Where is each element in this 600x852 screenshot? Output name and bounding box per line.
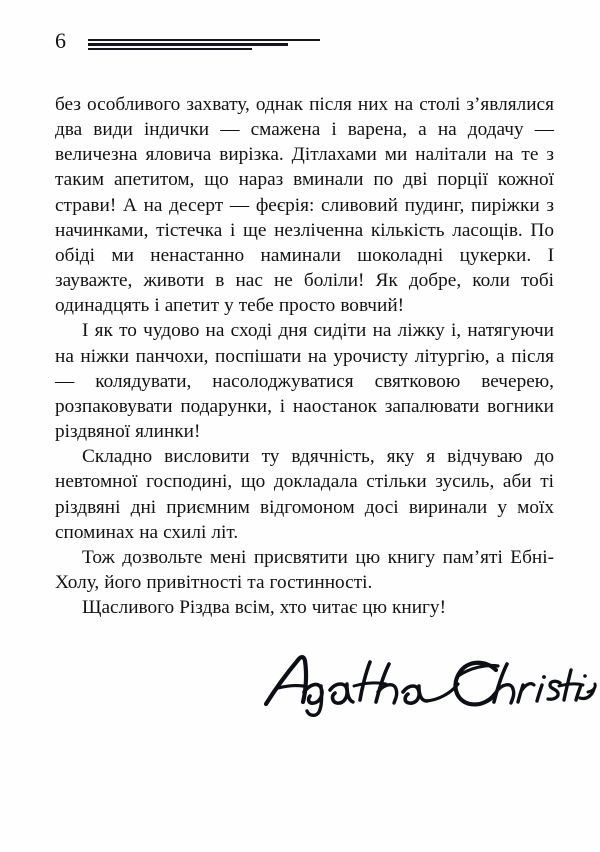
paragraph-3: Складно висловити ту вдячність, яку я відчуваю до невтомної господині, що докладала стільки зусиль, аби ті різдвяні дні приємним відгомоном досі виринали у моїх споминах на схилі літ. [55, 446, 554, 543]
page-body [55, 92, 554, 620]
author-signature [258, 648, 598, 718]
decorative-rule-line-1 [88, 39, 320, 41]
page-number: 6 [55, 28, 66, 53]
paragraph-2: І як то чудово на сході дня сидіти на ліжку і, натягуючи на ніжки панчохи, поспішати на урочисту літургію, а після — колядувати, насолоджуватися святковою вечерею, розпаковувати подарунки, і наостанок запалювати вогники різдвяної ялинки! [55, 320, 554, 443]
paragraph-1: без особливого захвату, однак після них на столі з’являлися два види індички — смажена і варена, а на додачу — величезна яловича вирізка. Дітлахами ми налітали на те з таким апетитом, що нараз вминали по дві порції кожної страви! А на десерт — феєрія: сливовий пудинг, пиріжки з начинками, тістечка і ще незліченна кількість ласощів. По обіді ми ненастанно наминали шоколадні цукерки. І зауважте, животи в нас не боліли! Як добре, коли тобі одинадцять і апетит у тебе просто вовчий! [55, 94, 554, 317]
decorative-rule-line-3 [88, 48, 252, 50]
decorative-rule-line-2 [88, 43, 288, 45]
paragraph-4: Тож дозвольте мені присвятити цю книгу пам’яті Ебні-Холу, його привітності та гостинності. [55, 546, 554, 593]
page-header [55, 28, 545, 64]
paragraph-5: Щасливого Різдва всім, хто читає цю книгу! [82, 597, 446, 619]
decorative-rule [88, 39, 548, 53]
